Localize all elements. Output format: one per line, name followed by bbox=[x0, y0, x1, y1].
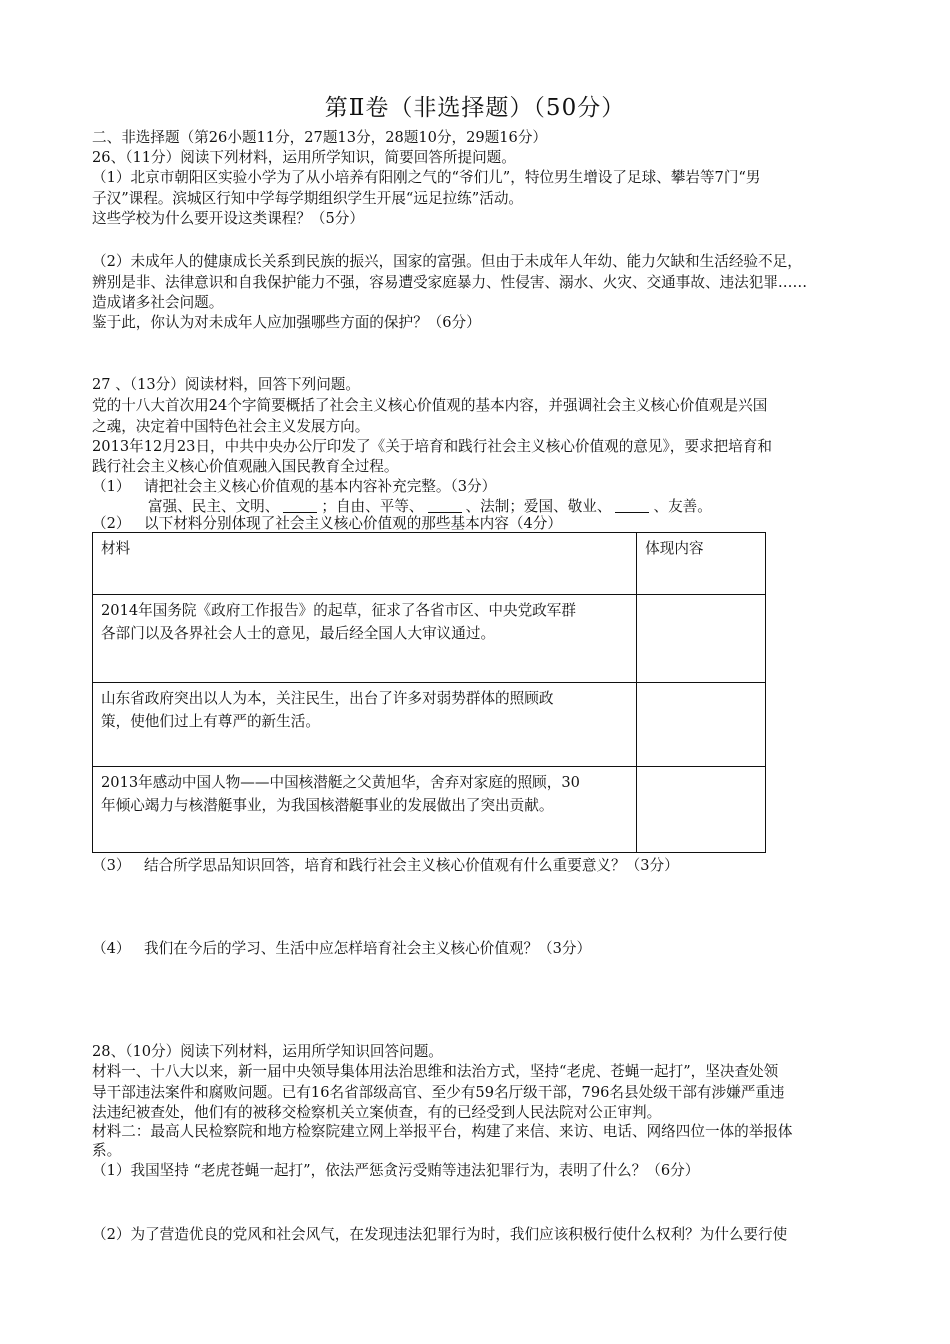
q27-material2-line2: 践行社会主义核心价值观融入国民教育全过程。 bbox=[92, 458, 399, 475]
q27-heading: 27 、（13分）阅读材料，回答下列问题。 bbox=[92, 376, 360, 393]
q27-sub3 bbox=[92, 856, 679, 875]
material-line: 年倾心竭力与核潜艇事业，为我国核潜艇事业的发展做出了突出贡献。 bbox=[101, 797, 554, 814]
fill-segment-4: 、友善。 bbox=[653, 498, 712, 515]
q27-sub2 bbox=[92, 514, 562, 533]
fill-segment-2: ；自由、平等、 bbox=[321, 498, 424, 515]
blank-2[interactable] bbox=[428, 498, 462, 513]
page-title: 第Ⅱ卷（非选择题）（50分） bbox=[324, 95, 626, 121]
material-line: 策，使他们过上有尊严的新生活。 bbox=[101, 713, 320, 730]
q27-sub1-text: 请把社会主义核心价值观的基本内容补充完整。（3分） bbox=[144, 478, 497, 495]
table-cell-material bbox=[93, 683, 637, 767]
q26-part1-line2: 子汉”课程。滨城区行知中学每学期组织学生开展“远足拉练”活动。 bbox=[92, 190, 524, 207]
answer-cell[interactable] bbox=[637, 767, 766, 853]
q28-material1-line2: 导干部违法案件和腐败问题。已有16名省部级高官、至少有59名厅级干部，796名县处级干部有涉嫌严重违 bbox=[92, 1084, 785, 1101]
table-row bbox=[93, 595, 766, 683]
table-cell-material bbox=[93, 595, 637, 683]
table-header-material: 材料 bbox=[93, 533, 637, 595]
q28-sub2: （2）为了营造优良的党风和社会风气，在发现违法犯罪行为时，我们应该积极行使什么权利？为什么要行使 bbox=[92, 1226, 788, 1243]
q28-material1-line1: 材料一、十八大以来，新一届中央领导集体用法治思维和法治方式，坚持“老虎、苍蝇一起打”，坚决查处领 bbox=[92, 1063, 779, 1080]
blank-3[interactable] bbox=[615, 498, 649, 513]
q27-sub3-text: 结合所学思品知识回答，培育和践行社会主义核心价值观有什么重要意义？（3分） bbox=[144, 857, 679, 874]
material-line: 山东省政府突出以人为本，关注民生，出台了许多对弱势群体的照顾政 bbox=[101, 690, 554, 707]
q27-sub4-text: 我们在今后的学习、生活中应怎样培育社会主义核心价值观？（3分） bbox=[144, 940, 592, 957]
q27-sub2-text: 以下材料分别体现了社会主义核心价值观的那些基本内容（4分） bbox=[144, 515, 562, 532]
table-row bbox=[93, 767, 766, 853]
material-line: 2013年感动中国人物——中国核潜艇之父黄旭华，舍弃对家庭的照顾，30 bbox=[101, 774, 580, 791]
q27-material2-line1: 2013年12月23日，中共中央办公厅印发了《关于培育和践行社会主义核心价值观的意见》，要求把培育和 bbox=[92, 438, 772, 455]
q26-part2-line2: 辨别是非、法律意识和自我保护能力不强，容易遭受家庭暴力、性侵害、溺水、火灾、交通事故、违法犯罪…… bbox=[92, 274, 808, 291]
fill-segment-3: 、法制；爱国、敬业、 bbox=[465, 498, 612, 515]
table-header-row bbox=[93, 533, 766, 595]
q26-part1-line1: （1）北京市朝阳区实验小学为了从小培养有阳刚之气的“爷们儿”，特位男生增设了足球、攀岩等7门“男 bbox=[92, 169, 761, 186]
answer-cell[interactable] bbox=[637, 595, 766, 683]
material-table bbox=[92, 532, 766, 853]
q28-material2-line2: 系。 bbox=[92, 1142, 122, 1159]
q26-part2-line1: （2）未成年人的健康成长关系到民族的振兴，国家的富强。但由于未成年人年幼、能力欠缺和生活经验不足， bbox=[92, 253, 802, 270]
q26-part2-question: 鉴于此，你认为对未成年人应加强哪些方面的保护？（6分） bbox=[92, 314, 481, 331]
q27-sub2-number: （2） bbox=[92, 515, 131, 532]
q27-sub1-number: （1） bbox=[92, 478, 131, 495]
q28-material2-line1: 材料二：最高人民检察院和地方检察院建立网上举报平台，构建了来信、来访、电话、网络四位一体的举报体 bbox=[92, 1123, 793, 1140]
material-line: 各部门以及各界社会人士的意见，最后经全国人大审议通过。 bbox=[101, 625, 496, 642]
table-row bbox=[93, 683, 766, 767]
blank-1[interactable] bbox=[283, 498, 317, 513]
material-line: 2014年国务院《政府工作报告》的起草，征求了各省市区、中央党政军群 bbox=[101, 602, 576, 619]
q26-part2-line3: 造成诸多社会问题。 bbox=[92, 294, 224, 311]
q28-sub1: （1）我国坚持 “老虎苍蝇一起打”，依法严惩贪污受贿等违法犯罪行为，表明了什么？（6分） bbox=[92, 1162, 700, 1179]
table-header-content: 体现内容 bbox=[637, 533, 766, 595]
q27-material1-line1: 党的十八大首次用24个字简要概括了社会主义核心价值观的基本内容，并强调社会主义核心价值观是兴国 bbox=[92, 397, 768, 414]
q28-heading: 28、（10分）阅读下列材料，运用所学知识回答问题。 bbox=[92, 1043, 443, 1060]
q26-part1-question: 这些学校为什么要开设这类课程？（5分） bbox=[92, 210, 364, 227]
answer-cell[interactable] bbox=[637, 683, 766, 767]
section-heading: 二、非选择题（第26小题11分，27题13分，28题10分，29题16分） bbox=[92, 129, 548, 146]
q27-material1-line2: 之魂，决定着中国特色社会主义发展方向。 bbox=[92, 418, 370, 435]
q28-material1-line3: 法违纪被查处，他们有的被移交检察机关立案侦查，有的已经受到人民法院对公正审判。 bbox=[92, 1104, 662, 1121]
q27-sub1 bbox=[92, 477, 496, 496]
fill-segment-1: 富强、民主、文明、 bbox=[148, 498, 280, 515]
q26-heading: 26、（11分）阅读下列材料，运用所学知识，简要回答所提问题。 bbox=[92, 149, 516, 166]
table-cell-material bbox=[93, 767, 637, 853]
q27-sub4 bbox=[92, 939, 591, 958]
q27-sub4-number: （4） bbox=[92, 940, 131, 957]
q27-sub3-number: （3） bbox=[92, 857, 131, 874]
